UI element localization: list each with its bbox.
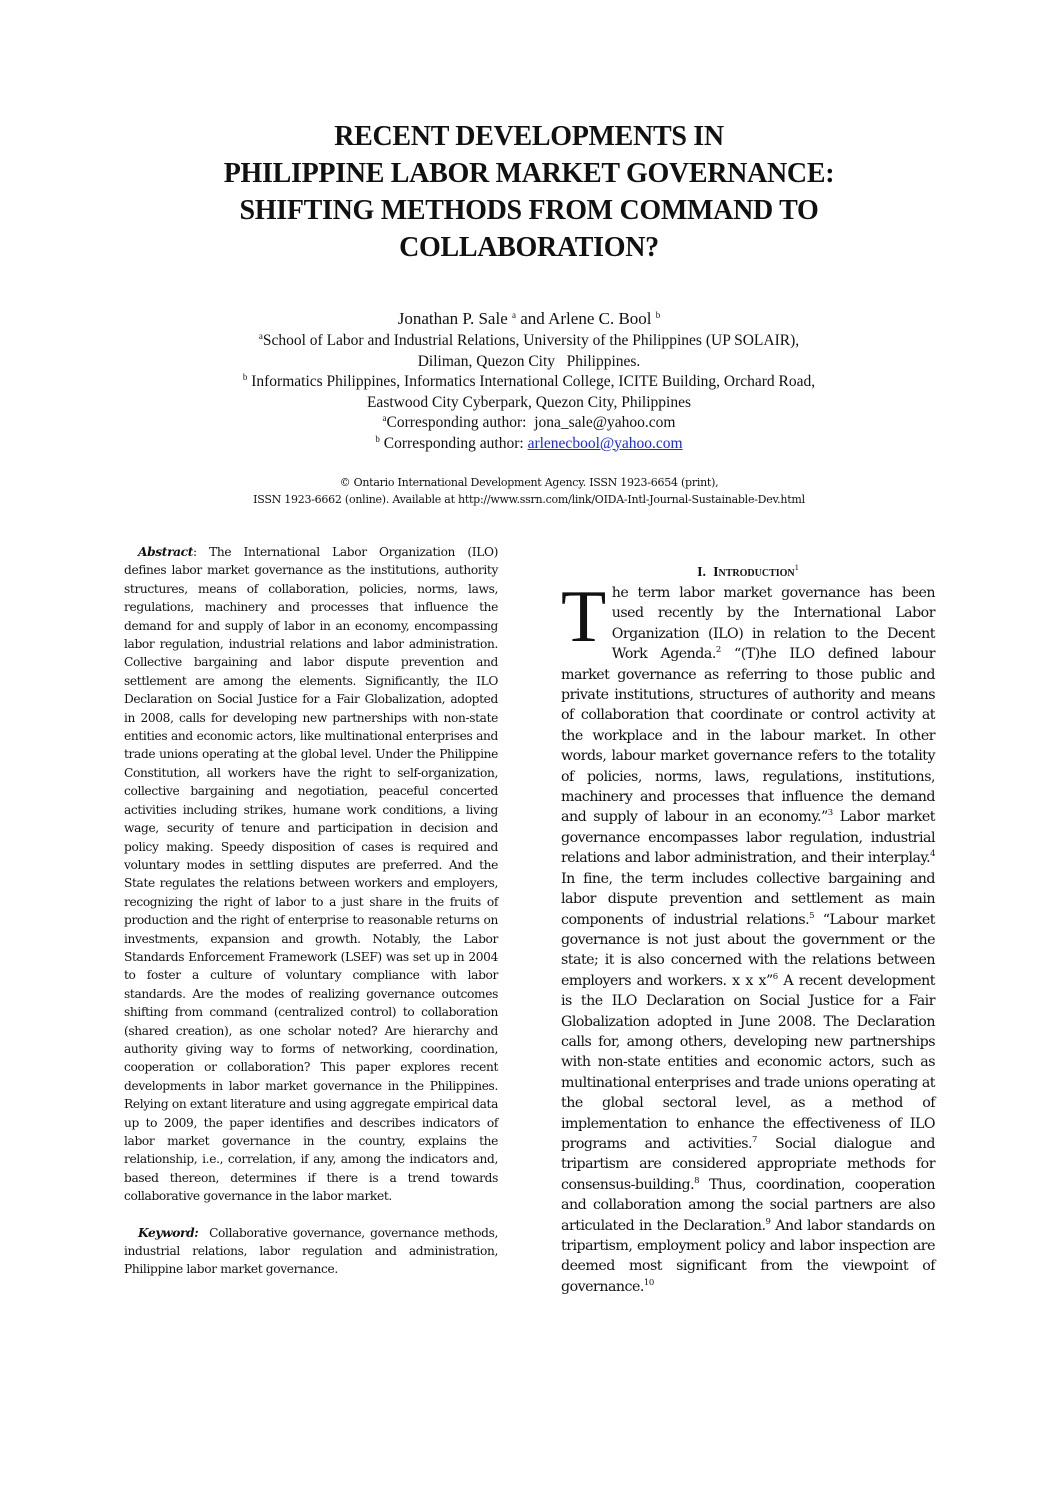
section-number: I. <box>697 565 707 580</box>
affiliation-mark: b <box>375 433 380 444</box>
corresponding-author-a <box>110 413 948 434</box>
affiliation-mark: b <box>242 372 248 382</box>
body-text: “Labour market governance is not just about the government or the state; it is also concerned with the relations between employers and workers. x x x” <box>561 911 935 989</box>
corresponding-label: Corresponding author: <box>386 414 535 431</box>
footnote-ref: 1 <box>794 562 799 572</box>
author-name: Jonathan P. Sale <box>397 309 508 328</box>
title-line: PHILIPPINE LABOR MARKET GOVERNANCE: <box>223 158 835 189</box>
left-column <box>124 543 502 1279</box>
corresponding-author-b <box>110 434 948 455</box>
footnote-ref: 4 <box>930 849 935 860</box>
section-title: Introduction <box>713 565 795 580</box>
affiliation-mark: a <box>382 413 387 423</box>
footnote-ref: 8 <box>694 1175 699 1186</box>
footnote-ref: 7 <box>752 1134 757 1145</box>
body-text: “(T)he ILO defined labour market governance as referring to those public and private institutions, structures of authority and means of collaboration that coordinate or control activity at the workplace and in the labour market. In other words, labour market governance refers to the totality of policies, norms, laws, regulations, institutions, machinery and processes that influence the demand and supply of labour in an economy.” <box>561 646 935 826</box>
copyright-line: ISSN 1923-6662 (online). Available at http://www.ssrn.com/link/OIDA-Intl-Journal-Sustainable-Dev.html <box>253 493 805 506</box>
intro-paragraph <box>561 576 935 1297</box>
keywords-text: Collaborative governance, governance methods, industrial relations, labor regulation and administration, Philippine labor market governance. <box>124 1225 502 1277</box>
footnote-ref: 3 <box>827 808 833 819</box>
affiliation-b-line2: Eastwood City Cyberpark, Quezon City, Philippines <box>366 393 692 411</box>
footnote-ref: 5 <box>809 910 815 921</box>
body-text: Social dialogue and tripartism are considered appropriate methods for consensus-building. <box>561 1135 935 1193</box>
affiliation-a-line2: Diliman, Quezon City Philippines. <box>417 352 641 370</box>
corresponding-label: Corresponding author: <box>383 434 528 452</box>
body-text: A recent development is the ILO Declaration on Social Justice for a Fair Globalization adopted in June 2008. The Declaration calls for, among others, developing new partnerships with non-state entities and economic actors, such as multinational enterprises and trade unions operating at the global sectoral level, as a method of implementation to enhance the effectiveness of ILO programs and activities. <box>561 972 935 1152</box>
affiliation-mark: a <box>512 310 516 320</box>
body-text: In fine, the term includes collective bargaining and labor dispute prevention and settlement as main components of industrial relations. <box>561 870 935 928</box>
title-line: RECENT DEVELOPMENTS IN <box>334 121 724 152</box>
body-text: he term labor market governance has been used recently by the International Labor Organization (ILO) in relation to the Decent Work Agenda. <box>611 585 935 663</box>
author-name: Arlene C. Bool <box>548 309 652 328</box>
abstract-text: : The International Labor Organization (ILO) defines labor market governance as the institutions, authority structures, means of collaboration, policies, norms, laws, regulations, machinery and processes that influence the demand for and supply of labor in an economy, encompassing labor regulation, industrial relations and labor administration. Collective bargaining and labor dispute prevention and settlement are among the elements. Significantly, the ILO Declaration on Social Justice for a Fair Globalization, adopted in 2008, calls for developing new partnerships with non-state entities and economic actors, like multinational enterprises and trade unions operating at the global level. Under the Philippine Constitution, all workers have the right to self-organization, collective bargaining and negotiation, peaceful concerted activities including strikes, humane work conditions, a living wage, security of tenure and participation in decision and policy making. Speedy disposition of cases is required and voluntary modes in settling disputes are preferred. And the State regulates the relations between workers and employers, recognizing the right of labor to a just share in the fruits of production and the right of enterprise to reasonable returns on investments, expansion and growth. Notably, the Labor Standards Enforcement Framework (LSEF) was set up in 2004 to foster a culture of voluntary compliance with labor standards. Are the modes of realizing governance outcomes shifting from command (centralized control) to collaboration (shared creation), as one scholar noted? Are hierarchy and authority giving way to forms of networking, coordination, cooperation or collaboration? This paper explores recent developments in labor market governance in the Philippines. Relying on extant literature and using aggregate empirical data up to 2009, the paper identifies and describes indicators of labor market governance in the country, explains the relationship, i.e., correlation, if any, among the indicators and, based thereon, determines if there is a trend towards collaborative governance in the labor market. <box>124 545 498 1204</box>
body-text: And labor standards on tripartism, employment policy and labor inspection are deemed most significant from the viewpoint of governance. <box>561 1217 935 1295</box>
drop-cap: T <box>561 576 606 658</box>
section-heading <box>561 563 935 583</box>
abstract-paragraph <box>124 543 498 1206</box>
affiliation-mark: b <box>655 310 661 320</box>
footnote-ref: 10 <box>643 1277 654 1288</box>
author-joiner: and <box>516 309 549 328</box>
affiliation-b <box>110 372 948 393</box>
footnote-ref: 6 <box>772 971 778 982</box>
body-text: Thus, coordination, cooperation and collaboration among the social partners are also articulated in the Declaration. <box>561 1176 935 1234</box>
paper-title <box>110 118 948 266</box>
right-column <box>561 563 935 1297</box>
author-block <box>110 307 948 454</box>
body-text: Labor market governance encompasses labor regulation, industrial relations and labor administration, and their interplay. <box>561 809 935 867</box>
affiliation-text: School of Labor and Industrial Relations, University of the Philippines (UP SOLAIR), <box>262 332 800 349</box>
abstract-label: Abstract <box>138 545 194 559</box>
affiliation-text: Informatics Philippines, Informatics International College, ICITE Building, Orchard Road, <box>251 373 816 390</box>
keywords-paragraph <box>124 1224 502 1279</box>
title-line: COLLABORATION? <box>399 232 659 263</box>
keywords-label: Keyword: <box>138 1225 199 1240</box>
footnote-ref: 9 <box>765 1216 771 1227</box>
title-line: SHIFTING METHODS FROM COMMAND TO <box>239 195 819 226</box>
email-link[interactable]: arlenecbool@yahoo.com <box>527 434 683 452</box>
copyright-line: © Ontario International Development Agency. ISSN 1923-6654 (print), <box>339 476 719 489</box>
copyright-notice <box>110 474 948 508</box>
email-text: jona_sale@yahoo.com <box>534 414 676 431</box>
footnote-ref: 2 <box>715 645 721 656</box>
affiliation-mark: a <box>258 331 263 341</box>
author-line <box>110 307 948 331</box>
affiliation-a <box>110 331 948 352</box>
